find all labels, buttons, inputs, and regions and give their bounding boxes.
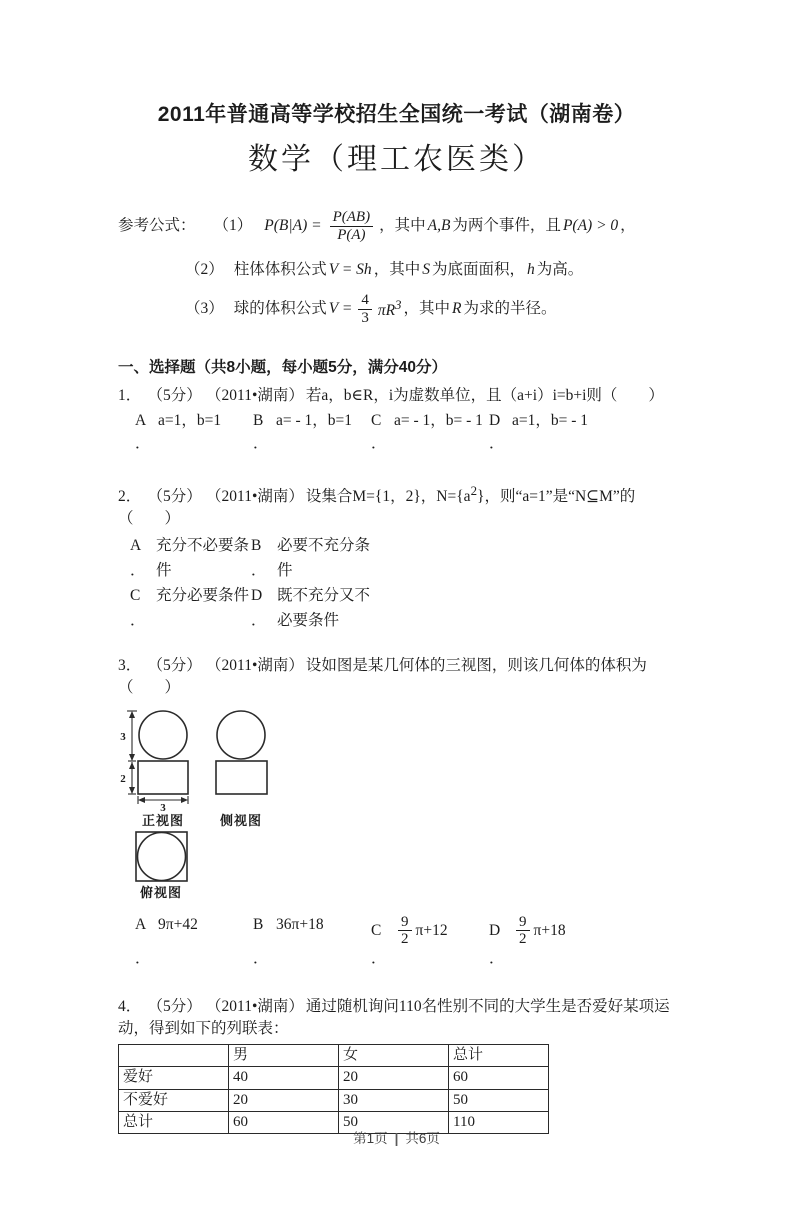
- exponent: 3: [395, 297, 402, 313]
- formula-2-text3: 为底面面积，: [431, 261, 525, 279]
- option-c: [130, 583, 251, 633]
- cell-value: 20: [229, 1089, 339, 1111]
- question-3: [118, 655, 675, 971]
- option-text: 必要不充分条: [277, 536, 371, 554]
- formula-3-text3: 为求的半径。: [463, 300, 557, 318]
- cell-value: 50: [449, 1089, 549, 1111]
- question-source: （2011•湖南）: [213, 998, 304, 1016]
- formula-3-pir: $\pi R^3$: [377, 297, 402, 320]
- option-dot: ．: [489, 950, 505, 968]
- option-letter: C: [130, 586, 141, 604]
- option-fraction: $\frac{9}{2}$: [516, 914, 530, 949]
- option-text: 36π+18: [276, 915, 324, 933]
- option-letter: A: [135, 412, 147, 430]
- question-3-options: [118, 914, 675, 971]
- option-b: [251, 533, 675, 583]
- question-source: （2011•湖南）: [213, 487, 304, 505]
- cell-value: 40: [229, 1067, 339, 1089]
- exam-page: [0, 100, 793, 1134]
- option-c: [371, 914, 489, 971]
- row-label: 不爱好: [119, 1089, 229, 1111]
- cell-value: 50: [339, 1112, 449, 1134]
- option-letter: A: [135, 915, 147, 933]
- formula-1-text: ，其中: [379, 217, 426, 235]
- formula-1-index: （1）: [213, 217, 253, 235]
- option-dot: ．: [135, 435, 151, 453]
- page-footer: [0, 1129, 793, 1148]
- option-a: [135, 914, 253, 971]
- question-text: 设集合M={1，2}，$N=\{a^2\}$，则“a=1”是“N⊆M”的（ ）: [118, 482, 636, 527]
- formula-3-text1: 球的体积公式: [233, 300, 327, 318]
- cell-value: 60: [449, 1067, 549, 1089]
- dimension-lines: [127, 711, 188, 804]
- header-cell-total: 总计: [449, 1045, 549, 1067]
- option-dot: ．: [135, 950, 151, 968]
- question-source: （2011•湖南）: [213, 387, 304, 405]
- question-text: 若a，b∈R，i为虚数单位，且（a+i）i=b+i则（ ）: [305, 387, 664, 405]
- formula-2-var-s: S: [422, 261, 430, 279]
- question-4: [118, 996, 675, 1134]
- formula-1-text2: 为两个事件，且: [452, 217, 561, 235]
- formula-1-fraction: [328, 209, 375, 244]
- top-view-label: 俯视图: [139, 884, 183, 900]
- question-number: 1．: [118, 387, 142, 405]
- question-score: （5分）: [155, 656, 202, 674]
- question-text: 设如图是某几何体的三视图，则该几何体的体积为（ ）: [118, 656, 647, 696]
- question-score: （5分）: [155, 387, 202, 405]
- contingency-table: [118, 1044, 549, 1134]
- option-dot: ．: [371, 435, 387, 453]
- formula-3: [185, 287, 675, 331]
- header-cell-empty: [119, 1045, 229, 1067]
- question-1-options: [118, 410, 675, 455]
- option-fraction: $\frac{9}{2}$: [398, 914, 412, 949]
- question-number: 4．: [118, 998, 142, 1016]
- formulas-intro: 参考公式：: [118, 217, 196, 235]
- option-text: 9π+42: [158, 915, 198, 933]
- formula-3-var-r: R: [452, 300, 462, 318]
- option-text: a=1，b=1: [158, 412, 222, 430]
- option-text-wrap: 必要条件: [277, 611, 340, 629]
- question-score: （5分）: [155, 487, 202, 505]
- header-cell-female: 女: [339, 1045, 449, 1067]
- option-letter: D: [489, 921, 501, 939]
- cell-value: 110: [449, 1112, 549, 1134]
- question-2-stem: [118, 481, 675, 529]
- option-dot: ．: [251, 611, 267, 629]
- formula-1-events: A,B: [427, 217, 451, 235]
- cell-value: 20: [339, 1067, 449, 1089]
- page-subtitle: 数学（理工农医类）: [248, 142, 545, 176]
- dim-circle-height: 3: [120, 730, 126, 743]
- row-label: 爱好: [119, 1067, 229, 1089]
- option-text: a= - 1，b=1: [276, 412, 353, 430]
- cell-value: 30: [339, 1089, 449, 1111]
- option-letter: C: [371, 412, 382, 430]
- option-letter: B: [253, 412, 264, 430]
- option-dot: ．: [253, 435, 269, 453]
- option-text: a=1，b= - 1: [512, 412, 589, 430]
- option-letter: B: [253, 915, 264, 933]
- option-letter: B: [251, 536, 262, 554]
- row-label: 总计: [119, 1112, 229, 1134]
- formula-3-text2: ，其中: [403, 300, 451, 318]
- dim-rect-width: 3: [160, 801, 166, 814]
- option-text: 充分必要条件: [156, 586, 250, 604]
- dim-rect-height: 2: [120, 772, 126, 785]
- option-dot: ．: [253, 950, 269, 968]
- header-cell-male: 男: [229, 1045, 339, 1067]
- side-view-rect: [216, 761, 267, 794]
- option-b: [253, 410, 371, 455]
- formula-1-condition: P(A) > 0: [562, 217, 619, 235]
- three-views-drawing: [118, 704, 408, 910]
- question-2-options: [118, 533, 675, 633]
- question-4-stem: [118, 996, 675, 1040]
- question-source: （2011•湖南）: [213, 656, 304, 674]
- table-row: [119, 1067, 549, 1089]
- formula-1: [118, 203, 675, 249]
- formula-2-equation: V = Sh: [328, 261, 372, 279]
- option-a: [135, 410, 253, 455]
- formula-2-text1: 柱体体积公式: [233, 261, 327, 279]
- fraction-denominator: P(A): [337, 226, 366, 243]
- option-letter: A: [130, 536, 142, 554]
- option-dot: ．: [130, 561, 146, 579]
- question-1-stem: [118, 385, 675, 407]
- option-text: 充分不必要条: [156, 536, 250, 554]
- formula-2-text4: 为高。: [536, 261, 584, 279]
- option-text: π+12: [415, 921, 448, 939]
- page-title: 2011年普通高等学校招生全国统一考试（湖南卷）: [157, 103, 636, 126]
- side-view-label: 侧视图: [219, 812, 263, 828]
- table-header-row: [119, 1045, 549, 1067]
- option-dot: ．: [130, 611, 146, 629]
- option-text-wrap: [156, 608, 251, 633]
- option-c: [371, 410, 489, 455]
- formula-2-var-h: h: [526, 261, 535, 279]
- formula-1-end: ，: [620, 217, 636, 235]
- formula-3-lhs: V =: [328, 300, 353, 318]
- option-b: [253, 914, 371, 971]
- front-view-circle: [139, 711, 187, 759]
- front-view-rect: [138, 761, 188, 794]
- exponent: 2: [470, 482, 478, 498]
- question-1: [118, 385, 675, 455]
- question-2: [118, 481, 675, 632]
- cell-value: 60: [229, 1112, 339, 1134]
- fraction-numerator: 4: [358, 292, 372, 310]
- question-number: 2．: [118, 487, 142, 505]
- option-letter: D: [251, 586, 263, 604]
- footer-separator: |: [394, 1131, 399, 1146]
- option-d: [489, 914, 566, 971]
- option-d: [489, 410, 588, 455]
- formula-2: [185, 258, 675, 282]
- formula-2-text2: ，其中: [373, 261, 421, 279]
- reference-formulas: [118, 203, 675, 331]
- fraction-numerator: P(AB): [330, 209, 373, 227]
- side-view-circle: [217, 711, 265, 759]
- option-letter: D: [489, 412, 501, 430]
- top-view-circle: [138, 832, 186, 880]
- footer-page-total: 共6页: [405, 1131, 440, 1146]
- question-score: （5分）: [155, 998, 202, 1016]
- question-3-stem: [118, 655, 675, 699]
- formula-1-lhs: P(B|A) =: [264, 217, 322, 235]
- table-row: [119, 1089, 549, 1111]
- footer-page-number: 第1页: [353, 1131, 388, 1146]
- three-views-figure: [118, 704, 675, 910]
- section-heading: 一、选择题（共8小题，每小题5分，满分40分）: [118, 359, 447, 377]
- option-dot: ．: [371, 950, 387, 968]
- formula-3-fraction: [358, 292, 372, 327]
- option-a: [130, 533, 251, 583]
- question-number: 3．: [118, 656, 142, 674]
- option-text: 既不充分又不: [277, 586, 371, 604]
- option-letter: C: [371, 921, 382, 939]
- option-dot: ．: [251, 561, 267, 579]
- option-text-wrap: 件: [156, 561, 172, 579]
- fraction-denominator: 3: [361, 309, 369, 326]
- formula-3-index: （3）: [185, 300, 224, 318]
- option-dot: ．: [489, 435, 505, 453]
- option-d: [251, 583, 675, 633]
- option-text-wrap: 件: [277, 561, 293, 579]
- question-text: 通过随机询问110名性别不同的大学生是否爱好某项运动，得到如下的列联表：: [118, 998, 670, 1038]
- front-view-label: 正视图: [141, 812, 185, 828]
- formula-2-index: （2）: [185, 261, 224, 279]
- option-text: π+18: [533, 921, 566, 939]
- option-text: a= - 1，b= - 1: [394, 412, 483, 430]
